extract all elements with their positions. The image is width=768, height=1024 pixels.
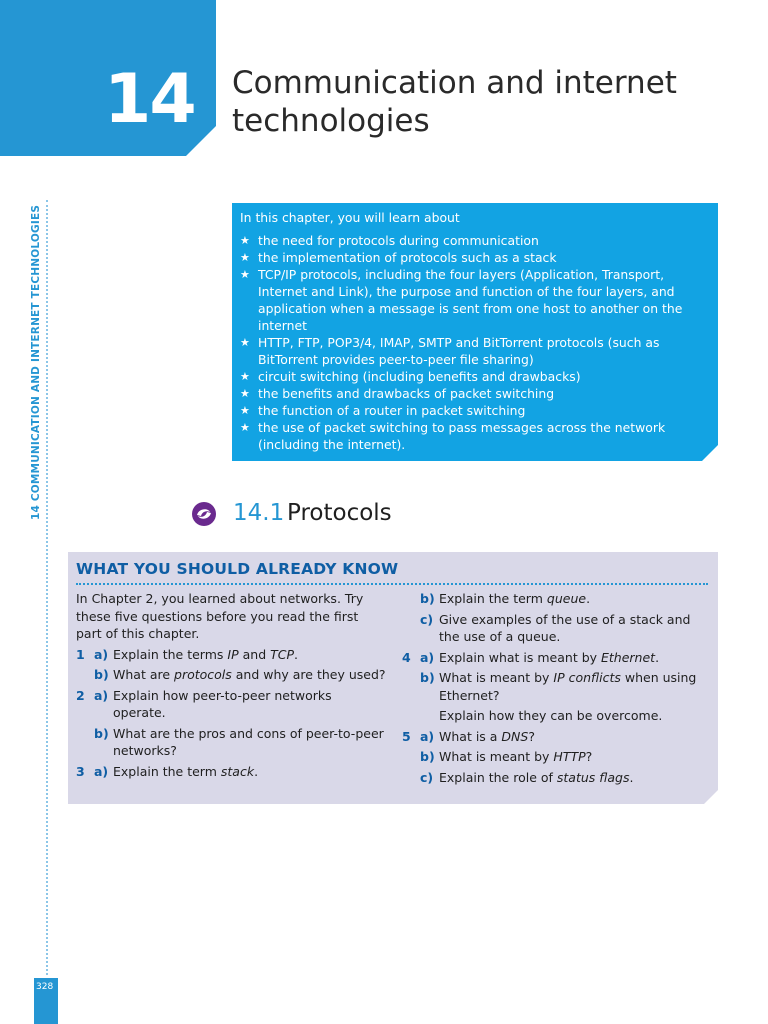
question-term: IP conflicts	[553, 670, 621, 685]
question-number: 1	[76, 646, 85, 662]
question-part-label: c)	[420, 611, 434, 627]
question-1a	[76, 646, 386, 664]
section-title: Protocols	[287, 500, 392, 526]
objective-item	[240, 266, 710, 334]
question-part-label: b)	[94, 725, 109, 741]
question-text: .	[586, 591, 591, 606]
question-part-label: b)	[420, 749, 435, 764]
star-icon: ★	[240, 234, 250, 247]
prior-knowledge-title: WHAT YOU SHOULD ALREADY KNOW	[76, 560, 399, 578]
objective-text: HTTP, FTP, POP3/4, IMAP, SMTP and BitTorrent protocols (such as BitTorrent provides peer-to-peer file sharing)	[258, 335, 660, 367]
question-text: .	[254, 763, 259, 779]
question-3c	[402, 611, 712, 646]
section-heading	[190, 498, 590, 530]
star-icon: ★	[240, 370, 250, 383]
question-4b	[402, 669, 712, 704]
question-text: What are	[113, 667, 175, 682]
star-icon: ★	[240, 251, 250, 264]
question-text: What is a	[439, 728, 502, 744]
question-part-label: b)	[420, 591, 435, 606]
question-text: ?	[585, 749, 593, 764]
question-2b	[76, 725, 386, 760]
question-term: IP	[227, 646, 239, 662]
right-column	[402, 590, 712, 789]
question-1b	[76, 666, 386, 684]
question-5c	[402, 769, 712, 787]
chapter-number: 14	[104, 60, 195, 139]
objective-item	[240, 334, 710, 368]
page-number: 328	[36, 982, 54, 992]
star-icon: ★	[240, 268, 250, 281]
star-icon: ★	[240, 387, 250, 400]
objective-text: the implementation of protocols such as a stack	[258, 250, 557, 265]
question-text: and	[238, 646, 271, 662]
question-text: What is meant by	[439, 670, 554, 685]
question-part-label: a)	[94, 646, 109, 662]
star-icon: ★	[240, 336, 250, 349]
question-text: What are the pros and cons of peer-to-peer networks?	[113, 725, 384, 758]
star-icon: ★	[240, 404, 250, 417]
objective-item	[240, 402, 710, 419]
objective-item	[240, 385, 710, 402]
question-3b	[402, 590, 712, 608]
question-text: Explain how peer-to-peer networks operate.	[113, 687, 332, 720]
objective-text: the function of a router in packet switching	[258, 403, 526, 418]
question-text: when using Ethernet?	[439, 670, 697, 703]
question-term: status flags	[556, 769, 630, 785]
question-text: ?	[528, 728, 535, 744]
question-term: Ethernet	[601, 649, 656, 665]
question-text: Explain what is meant by	[439, 649, 601, 665]
question-text: .	[294, 646, 298, 662]
question-term: protocols	[174, 667, 232, 682]
section-number: 14.1	[233, 500, 285, 526]
question-2a	[76, 687, 386, 722]
question-number: 3	[76, 763, 85, 779]
side-dotted-rule	[46, 200, 48, 975]
star-icon: ★	[240, 421, 250, 434]
question-term: DNS	[501, 728, 529, 744]
learning-objectives-box	[232, 203, 718, 461]
objective-text: the benefits and drawbacks of packet switching	[258, 386, 555, 401]
page-number-box	[34, 978, 58, 1024]
question-number: 5	[402, 728, 411, 744]
objective-text: the use of packet switching to pass messages across the network (including the internet).	[258, 420, 666, 452]
question-text: and why are they used?	[231, 667, 386, 682]
question-number: 4	[402, 649, 411, 665]
side-running-header: 14 COMMUNICATION AND INTERNET TECHNOLOGIES	[30, 204, 42, 520]
question-part-label: c)	[420, 769, 434, 785]
question-text: What is meant by	[439, 749, 554, 764]
question-term: queue	[546, 591, 587, 606]
objective-text: circuit switching (including benefits and drawbacks)	[258, 369, 581, 384]
question-part-label: a)	[420, 649, 435, 665]
question-text: Give examples of the use of a stack and the use of a queue.	[439, 611, 691, 644]
chapter-title-line2: technologies	[232, 103, 430, 139]
chapter-title-line1: Communication and internet	[232, 65, 677, 101]
objective-text: the need for protocols during communication	[258, 233, 539, 248]
question-term: stack	[220, 763, 255, 779]
chapter-title	[232, 64, 752, 140]
question-text: Explain the term	[439, 591, 547, 606]
objective-item	[240, 368, 710, 385]
section-swirl-icon	[190, 500, 218, 528]
prior-knowledge-intro: In Chapter 2, you learned about networks. Try these five questions before you read the first part of this chapter.	[76, 591, 364, 641]
prior-knowledge-box	[68, 552, 718, 804]
dotted-divider	[76, 583, 708, 585]
question-5a	[402, 728, 712, 746]
objective-text: TCP/IP protocols, including the four layers (Application, Transport, Internet and Link), the purpose and function of the four layers, and application when a message is sent from one host to another on the internet	[258, 267, 683, 333]
left-column	[76, 590, 386, 783]
question-part-label: b)	[94, 667, 109, 682]
question-part-label: b)	[420, 670, 435, 685]
question-text: Explain the role of	[439, 769, 557, 785]
question-term: TCP	[270, 646, 295, 662]
question-3a	[76, 763, 386, 781]
question-4b-extra: Explain how they can be overcome.	[439, 708, 663, 723]
objective-item	[240, 249, 710, 266]
question-term: HTTP	[553, 749, 586, 764]
question-text: Explain the terms	[113, 646, 228, 662]
question-part-label: a)	[94, 687, 109, 703]
objectives-intro: In this chapter, you will learn about	[240, 210, 460, 225]
question-text: .	[655, 649, 660, 665]
question-text: .	[629, 769, 634, 785]
objectives-list	[240, 232, 710, 453]
question-text: Explain the term	[113, 763, 221, 779]
objective-item	[240, 232, 710, 249]
question-number: 2	[76, 687, 85, 703]
objective-item	[240, 419, 710, 453]
question-5b	[402, 748, 712, 766]
question-part-label: a)	[94, 763, 109, 779]
question-4a	[402, 649, 712, 667]
question-part-label: a)	[420, 728, 435, 744]
